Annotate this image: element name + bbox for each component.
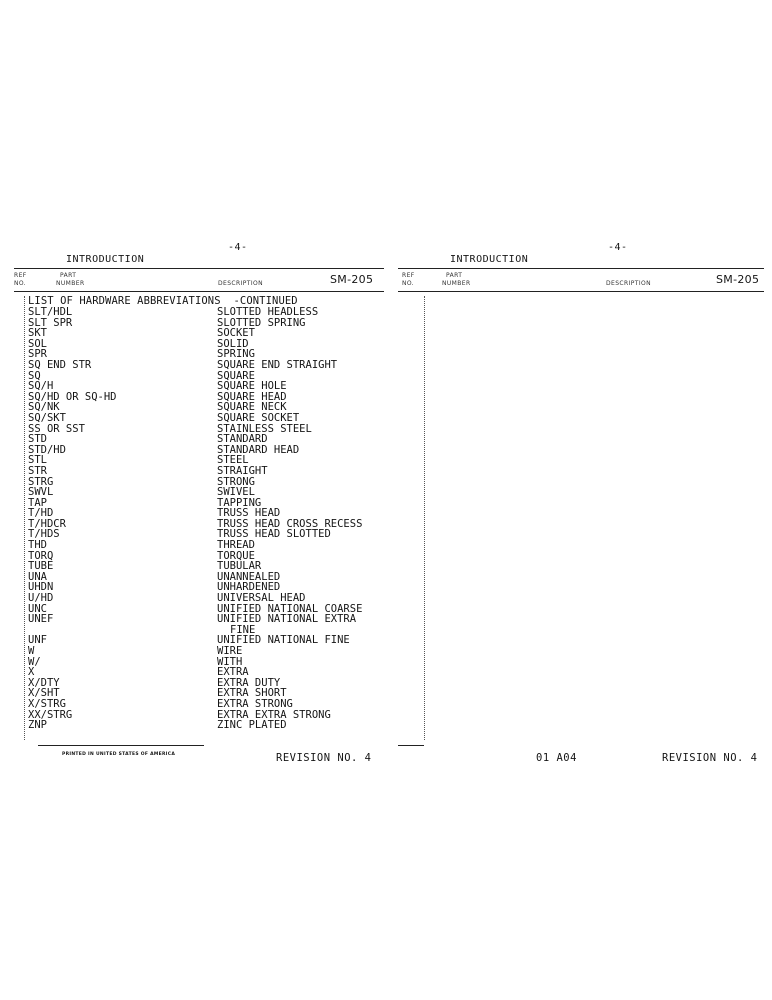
list-item (28, 339, 378, 350)
header-bottom-rule (398, 291, 764, 292)
list-item (28, 328, 378, 339)
abbreviation: X/SHT (28, 687, 60, 700)
header-description-label: DESCRIPTION (218, 280, 264, 287)
abbreviation-description: SOCKET (217, 327, 255, 340)
page-number: -4- (228, 242, 248, 253)
list-item (28, 392, 378, 403)
abbreviation: THD (28, 539, 47, 552)
abbreviation-description: TRUSS HEAD (217, 507, 281, 520)
abbreviation-description: THREAD (217, 539, 255, 552)
header-top-rule (398, 268, 764, 269)
abbreviation: SQ END STR (28, 358, 92, 371)
abbreviation: TAP (28, 496, 47, 509)
abbreviation-description: STAINLESS STEEL (217, 422, 312, 435)
abbreviation-description: WITH (217, 655, 243, 668)
header-top-rule (14, 268, 384, 269)
abbreviation: SWVL (28, 486, 54, 499)
revision-number: REVISION NO. 4 (662, 752, 758, 764)
abbreviation-description: SQUARE NECK (217, 401, 287, 414)
header-part-label: PART (60, 272, 77, 279)
header-number-label: NUMBER (56, 280, 85, 287)
abbreviation-description: SQUARE END STRAIGHT (217, 358, 338, 371)
abbreviation-description: FINE (230, 623, 256, 636)
abbreviation: UNA (28, 570, 47, 583)
printed-in-usa-note: PRINTED IN UNITED STATES OF AMERICA (62, 752, 176, 757)
abbreviation-description: EXTRA STRONG (217, 697, 293, 710)
abbreviation: X/STRG (28, 697, 66, 710)
abbreviation: TUBE (28, 560, 54, 573)
abbreviation-description: UNIFIED NATIONAL COARSE (217, 602, 363, 615)
abbreviation-description: UNIVERSAL HEAD (217, 592, 306, 605)
list-item (28, 413, 378, 424)
list-item (28, 402, 378, 413)
list-item (28, 466, 378, 477)
abbreviation-list (28, 307, 378, 731)
list-item (28, 551, 378, 562)
document-id: SM-205 (330, 273, 374, 286)
header-no-label: NO. (14, 280, 27, 287)
list-item (28, 498, 378, 509)
abbreviation-description: TAPPING (217, 496, 262, 509)
abbreviation-description: SPRING (217, 348, 255, 361)
abbreviation: SQ (28, 369, 41, 382)
header-ref-label: REF (14, 272, 27, 279)
header-number-label: NUMBER (442, 280, 471, 287)
abbreviation: UNEF (28, 613, 54, 626)
list-item (28, 614, 378, 625)
list-item (28, 307, 378, 318)
abbreviation: SS OR SST (28, 422, 85, 435)
list-item (28, 487, 378, 498)
abbreviation: TORQ (28, 549, 54, 562)
abbreviation-description: EXTRA EXTRA STRONG (217, 708, 331, 721)
abbreviation: T/HDCR (28, 517, 66, 530)
header-ref-label: REF (402, 272, 415, 279)
abbreviation-description: EXTRA DUTY (217, 676, 281, 689)
page-number: -4- (608, 242, 628, 253)
abbreviation: STD (28, 433, 47, 446)
list-item (28, 710, 378, 721)
abbreviation: STD/HD (28, 443, 66, 456)
list-item (28, 720, 378, 731)
abbreviation: W (28, 645, 35, 657)
list-item (28, 699, 378, 710)
abbreviation: SLT/HDL (28, 306, 73, 318)
footer-rule (398, 745, 424, 746)
header-part-label: PART (446, 272, 463, 279)
abbreviation: T/HDS (28, 528, 60, 541)
abbreviation-description: SOLID (217, 337, 249, 350)
abbreviation: SPR (28, 348, 47, 361)
abbreviation-description: EXTRA (217, 666, 249, 679)
abbreviation-description: SLOTTED HEADLESS (217, 306, 319, 318)
list-item (28, 360, 378, 371)
abbreviation-description: SQUARE HOLE (217, 380, 287, 393)
abbreviation: SOL (28, 337, 47, 350)
abbreviation: SKT (28, 327, 47, 340)
list-item (28, 667, 378, 678)
abbreviation-description: ZINC PLATED (217, 719, 287, 732)
abbreviation: SLT SPR (28, 316, 73, 329)
abbreviation: SQ/H (28, 380, 54, 393)
header-no-label: NO. (402, 280, 415, 287)
list-item (28, 582, 378, 593)
abbreviation: XX/STRG (28, 708, 73, 721)
abbreviation-description: EXTRA SHORT (217, 687, 287, 700)
list-item (28, 540, 378, 551)
abbreviation-description: STRONG (217, 475, 255, 488)
list-item (28, 445, 378, 456)
list-item (28, 572, 378, 583)
footer-rule (38, 745, 204, 746)
header-bottom-rule (14, 291, 384, 292)
list-item (28, 678, 378, 689)
list-title: LIST OF HARDWARE ABBREVIATIONS -CONTINUED (28, 295, 298, 307)
abbreviation-description: TRUSS HEAD SLOTTED (217, 528, 331, 541)
page-code: 01 A04 (536, 752, 577, 764)
abbreviation: STRG (28, 475, 54, 488)
abbreviation-description: UNANNEALED (217, 570, 281, 583)
list-item (28, 434, 378, 445)
abbreviation: U/HD (28, 592, 54, 605)
abbreviation: T/HD (28, 507, 54, 520)
abbreviation-description: TUBULAR (217, 560, 262, 573)
abbreviation-description: TORQUE (217, 549, 255, 562)
list-item (28, 318, 378, 329)
abbreviation-description: SWIVEL (217, 486, 255, 499)
document-id: SM-205 (716, 273, 760, 286)
header-description-label: DESCRIPTION (606, 280, 652, 287)
right-page (398, 240, 764, 780)
abbreviation-description: WIRE (217, 645, 243, 657)
abbreviation-description: UNIFIED NATIONAL FINE (217, 634, 350, 647)
abbreviation-description: STRAIGHT (217, 464, 268, 477)
abbreviation: W/ (28, 655, 41, 668)
abbreviation: ZNP (28, 719, 47, 732)
abbreviation-description: UNIFIED NATIONAL EXTRA (217, 613, 357, 626)
ref-column-guide (24, 296, 25, 740)
abbreviation-description: UNHARDENED (217, 581, 281, 594)
abbreviation-description: SQUARE (217, 369, 255, 382)
section-title: INTRODUCTION (66, 254, 145, 265)
list-item (28, 688, 378, 699)
abbreviation-description: SQUARE HEAD (217, 390, 287, 403)
abbreviation: SQ/NK (28, 401, 60, 414)
abbreviation: STL (28, 454, 47, 467)
abbreviation: SQ/HD OR SQ-HD (28, 390, 117, 403)
abbreviation: X (28, 666, 35, 679)
list-item (28, 424, 378, 435)
list-item (28, 561, 378, 572)
abbreviation-description: SLOTTED SPRING (217, 316, 306, 329)
list-item (28, 635, 378, 646)
list-item (28, 657, 378, 668)
list-item (28, 371, 378, 382)
abbreviation-description: STANDARD HEAD (217, 443, 300, 456)
ref-column-guide (424, 296, 425, 740)
abbreviation-description: STANDARD (217, 433, 268, 446)
list-item (28, 477, 378, 488)
section-title: INTRODUCTION (450, 254, 529, 265)
abbreviation: UNC (28, 602, 47, 615)
revision-number: REVISION NO. 4 (276, 752, 372, 764)
left-page (14, 240, 384, 780)
abbreviation-description: SQUARE SOCKET (217, 411, 300, 424)
abbreviation-description: TRUSS HEAD CROSS RECESS (217, 517, 363, 530)
abbreviation: X/DTY (28, 676, 60, 689)
abbreviation-description: STEEL (217, 454, 249, 467)
list-item (28, 455, 378, 466)
list-item (28, 646, 378, 657)
abbreviation: STR (28, 464, 47, 477)
abbreviation: UNF (28, 634, 47, 647)
abbreviation: UHDN (28, 581, 54, 594)
list-item (28, 529, 378, 540)
abbreviation: SQ/SKT (28, 411, 66, 424)
